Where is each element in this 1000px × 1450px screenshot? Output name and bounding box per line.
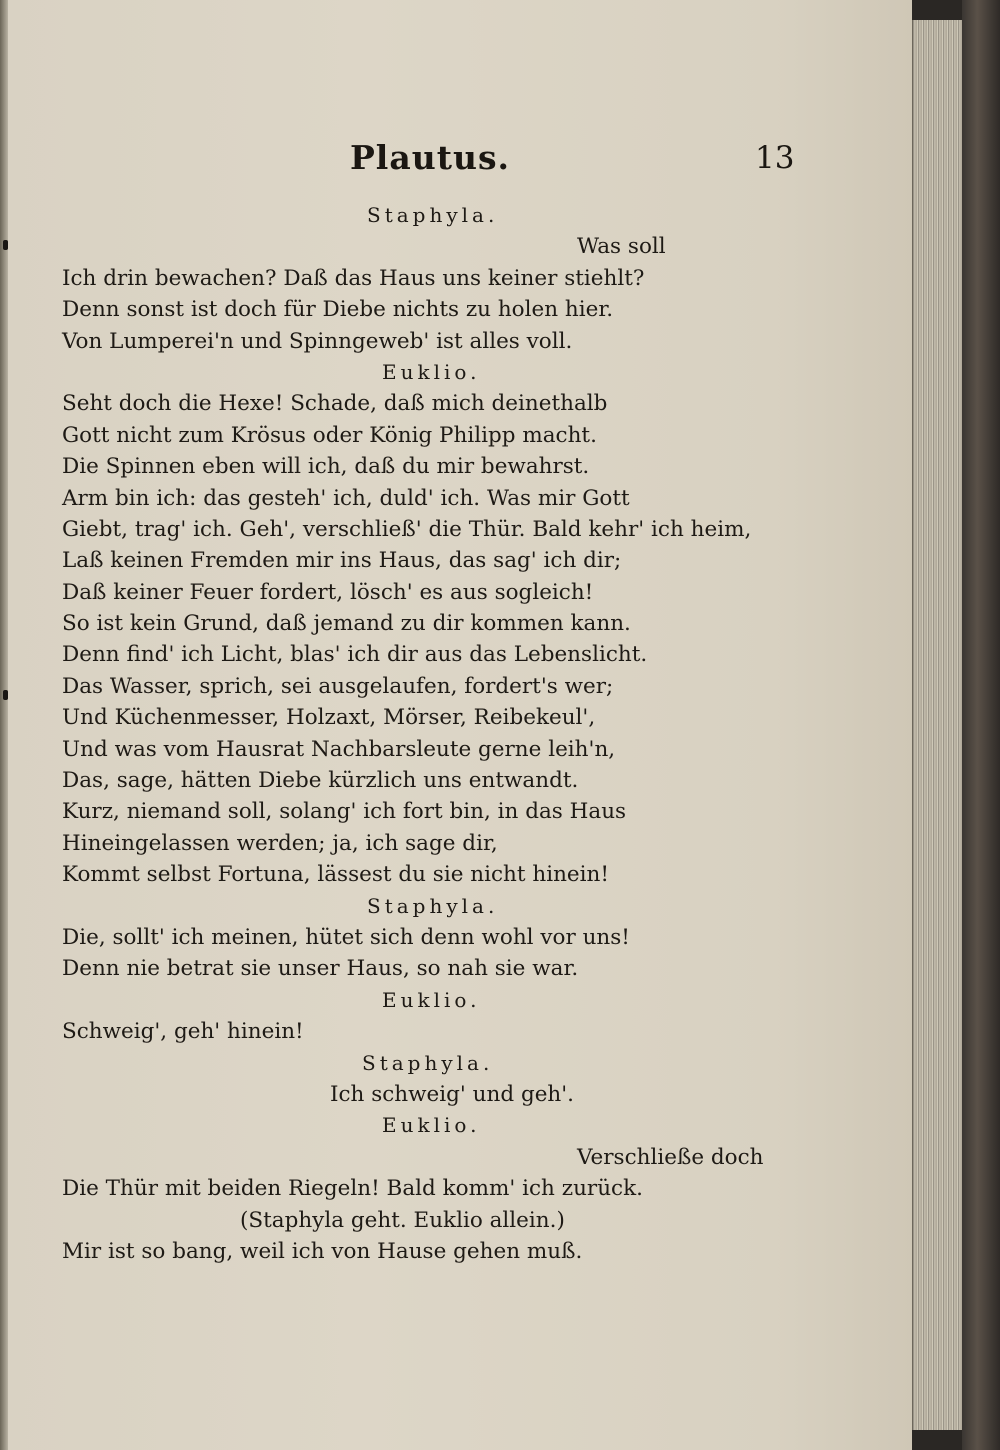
verse-line: Gott nicht zum Krösus oder König Philipp macht. bbox=[62, 422, 597, 448]
verse-line: Seht doch die Hexe! Schade, daß mich deinethalb bbox=[62, 391, 608, 417]
page-edges bbox=[912, 20, 963, 1430]
speaker-name: Euklio. bbox=[382, 359, 481, 384]
verse-line: Daß keiner Feuer fordert, lösch' es aus sogleich! bbox=[62, 579, 594, 605]
speaker-name: Staphyla. bbox=[367, 203, 499, 227]
verse-line: Verschließe doch bbox=[577, 1144, 764, 1170]
stage-direction: (Staphyla geht. Euklio allein.) bbox=[240, 1207, 565, 1233]
margin-mark bbox=[3, 240, 8, 250]
verse-line: Das, sage, hätten Diebe kürzlich uns entwandt. bbox=[62, 768, 579, 794]
speaker-name: Staphyla. bbox=[362, 1050, 494, 1075]
verse-line: Schweig', geh' hinein! bbox=[62, 1019, 304, 1045]
verse-line: Denn sonst ist doch für Diebe nichts zu holen hier. bbox=[62, 297, 614, 323]
verse-line: Giebt, trag' ich. Geh', verschließ' die Thür. Bald kehr' ich heim, bbox=[62, 516, 752, 542]
verse-line: Kurz, niemand soll, solang' ich fort bin, in das Haus bbox=[62, 799, 627, 825]
verse-line: Von Lumperei'n und Spinngeweb' ist alles voll. bbox=[62, 328, 573, 354]
speaker-name: Euklio. bbox=[382, 987, 481, 1012]
margin-mark bbox=[3, 690, 8, 700]
page-number: 13 bbox=[755, 140, 795, 176]
page-gutter bbox=[0, 0, 8, 1450]
verse-line: Die Spinnen eben will ich, daß du mir bewahrst. bbox=[62, 454, 590, 480]
verse-line: So ist kein Grund, daß jemand zu dir kommen kann. bbox=[62, 611, 631, 637]
verse-line: Denn nie betrat sie unser Haus, so nah sie war. bbox=[62, 956, 579, 982]
verse-line: Laß keinen Fremden mir ins Haus, das sag' ich dir; bbox=[62, 548, 622, 574]
speaker-name: Euklio. bbox=[382, 1113, 481, 1138]
verse-line: Die Thür mit beiden Riegeln! Bald komm' ich zurück. bbox=[62, 1176, 643, 1202]
verse-line: Was soll bbox=[577, 234, 666, 260]
verse-line: Denn find' ich Licht, blas' ich dir aus das Lebenslicht. bbox=[62, 642, 648, 668]
verse-line: Das Wasser, sprich, sei ausgelaufen, fordert's wer; bbox=[62, 673, 614, 699]
verse-line: Und Küchenmesser, Holzaxt, Mörser, Reibekeul', bbox=[62, 705, 596, 731]
speaker-name: Staphyla. bbox=[367, 893, 499, 918]
running-header-title: Plautus. bbox=[349, 138, 511, 177]
book-cover bbox=[962, 0, 1000, 1450]
verse-line: Arm bin ich: das gesteh' ich, duld' ich. Was mir Gott bbox=[62, 485, 630, 511]
verse-line: Ich drin bewachen? Daß das Haus uns keiner stiehlt? bbox=[62, 265, 645, 291]
verse-line: Und was vom Hausrat Nachbarsleute gerne leih'n, bbox=[62, 736, 616, 762]
verse-line: Die, sollt' ich meinen, hütet sich denn wohl vor uns! bbox=[62, 924, 630, 950]
verse-line: Ich schweig' und geh'. bbox=[330, 1081, 575, 1107]
verse-line: Mir ist so bang, weil ich von Hause gehen muß. bbox=[62, 1238, 583, 1264]
verse-line: Hineingelassen werden; ja, ich sage dir, bbox=[62, 830, 498, 856]
verse-text-block bbox=[62, 200, 822, 1267]
verse-line: Kommt selbst Fortuna, lässest du sie nicht hinein! bbox=[62, 862, 610, 888]
